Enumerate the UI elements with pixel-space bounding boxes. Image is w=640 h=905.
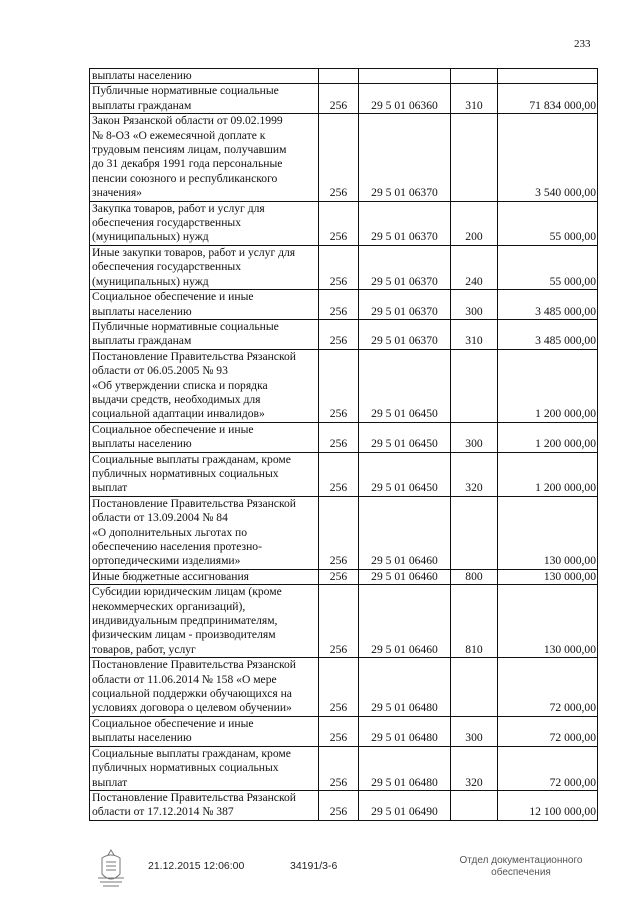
row-expense-type: 320	[451, 746, 498, 790]
description-line: области от 17.12.2014 № 387	[92, 805, 234, 819]
row-amount: 1 200 000,00	[498, 452, 598, 496]
row-department-code: 256	[319, 245, 359, 289]
description-line: физическим лицам - производителям	[92, 628, 276, 642]
description-line: Субсидии юридическим лицам (кроме	[92, 585, 282, 599]
row-expense-type: 310	[451, 319, 498, 349]
description-line: Публичные нормативные социальные	[92, 319, 279, 333]
row-department-code	[319, 69, 359, 84]
row-department-code: 256	[319, 319, 359, 349]
footer-doc-code: 34191/3-6	[290, 860, 338, 872]
row-amount: 3 485 000,00	[498, 290, 598, 320]
description-line: условиях договора о целевом обучении»	[92, 701, 292, 715]
row-department-code: 256	[319, 746, 359, 790]
row-description	[90, 69, 319, 84]
description-line: трудовым пенсиям лицам, получавшим	[92, 143, 287, 157]
table-row	[90, 496, 598, 569]
row-description	[90, 319, 319, 349]
row-expense-type	[451, 349, 498, 422]
row-description	[90, 496, 319, 569]
description-line: Постановление Правительства Рязанской	[92, 349, 296, 363]
row-expense-type	[451, 496, 498, 569]
table-row	[90, 84, 598, 114]
description-line: Постановление Правительства Рязанской	[92, 658, 296, 672]
row-department-code: 256	[319, 569, 359, 584]
row-amount: 55 000,00	[498, 245, 598, 289]
description-line: Социальное обеспечение и иные	[92, 716, 254, 730]
row-description	[90, 658, 319, 717]
budget-table	[89, 68, 598, 821]
row-expense-type: 320	[451, 452, 498, 496]
description-line: публичных нормативных социальных	[92, 466, 279, 480]
description-line: Социальное обеспечение и иные	[92, 290, 254, 304]
row-description	[90, 114, 319, 201]
description-line: публичных нормативных социальных	[92, 761, 279, 775]
description-line: товаров, работ, услуг	[92, 642, 196, 656]
row-expense-type	[451, 114, 498, 201]
row-target-article: 29 5 01 06460	[359, 585, 451, 658]
row-department-code: 256	[319, 452, 359, 496]
row-target-article: 29 5 01 06490	[359, 790, 451, 820]
row-target-article: 29 5 01 06480	[359, 716, 451, 746]
row-description	[90, 790, 319, 820]
row-description	[90, 201, 319, 245]
row-description	[90, 716, 319, 746]
row-department-code: 256	[319, 349, 359, 422]
row-department-code: 256	[319, 114, 359, 201]
table-row	[90, 585, 598, 658]
row-amount	[498, 69, 598, 84]
row-description	[90, 422, 319, 452]
table-body	[90, 69, 598, 821]
row-target-article: 29 5 01 06460	[359, 496, 451, 569]
description-line: Иные закупки товаров, работ и услуг для	[92, 245, 296, 259]
description-line: обеспечения государственных	[92, 260, 242, 274]
row-target-article: 29 5 01 06480	[359, 658, 451, 717]
table-row	[90, 746, 598, 790]
description-line: обеспечения государственных	[92, 216, 242, 230]
footer-datetime: 21.12.2015 12:06:00	[148, 860, 245, 872]
table-row	[90, 569, 598, 584]
row-target-article	[359, 69, 451, 84]
row-target-article: 29 5 01 06450	[359, 452, 451, 496]
description-line: Закон Рязанской области от 09.02.1999	[92, 114, 283, 128]
row-description	[90, 84, 319, 114]
description-line: Постановление Правительства Рязанской	[92, 496, 296, 510]
row-target-article: 29 5 01 06370	[359, 114, 451, 201]
row-target-article: 29 5 01 06360	[359, 84, 451, 114]
row-department-code: 256	[319, 658, 359, 717]
table-row	[90, 290, 598, 320]
row-department-code: 256	[319, 585, 359, 658]
description-line: Социальные выплаты гражданам, кроме	[92, 746, 291, 760]
table-row	[90, 245, 598, 289]
row-amount: 55 000,00	[498, 201, 598, 245]
description-line: некоммерческих организаций),	[92, 599, 246, 613]
row-expense-type: 300	[451, 716, 498, 746]
table-row	[90, 201, 598, 245]
row-target-article: 29 5 01 06480	[359, 746, 451, 790]
row-expense-type: 310	[451, 84, 498, 114]
description-line: (муниципальных) нужд	[92, 274, 209, 288]
row-amount: 72 000,00	[498, 746, 598, 790]
row-description	[90, 569, 319, 584]
row-department-code: 256	[319, 290, 359, 320]
coat-of-arms-icon	[94, 848, 128, 888]
description-line: Социальное обеспечение и иные	[92, 422, 254, 436]
row-description	[90, 585, 319, 658]
description-line: индивидуальным предпринимателям,	[92, 614, 278, 628]
row-description	[90, 746, 319, 790]
description-line: области от 06.05.2005 № 93	[92, 364, 228, 378]
description-line: № 8-ОЗ «О ежемесячной доплате к	[92, 128, 266, 142]
description-line: области от 13.09.2004 № 84	[92, 511, 228, 525]
row-amount: 130 000,00	[498, 496, 598, 569]
row-amount: 130 000,00	[498, 569, 598, 584]
row-amount: 130 000,00	[498, 585, 598, 658]
description-line: выплаты гражданам	[92, 334, 192, 348]
row-amount: 1 200 000,00	[498, 349, 598, 422]
row-expense-type: 800	[451, 569, 498, 584]
description-line: пенсии союзного и республиканского	[92, 171, 278, 185]
row-expense-type	[451, 69, 498, 84]
table-row	[90, 452, 598, 496]
table-row	[90, 349, 598, 422]
department-stamp	[446, 855, 596, 879]
row-expense-type: 810	[451, 585, 498, 658]
description-line: социальной поддержки обучающихся на	[92, 687, 292, 701]
row-expense-type	[451, 790, 498, 820]
row-target-article: 29 5 01 06370	[359, 201, 451, 245]
row-amount: 71 834 000,00	[498, 84, 598, 114]
description-line: «Об утверждении списка и порядка	[92, 378, 268, 392]
row-target-article: 29 5 01 06450	[359, 349, 451, 422]
row-target-article: 29 5 01 06370	[359, 245, 451, 289]
description-line: выплат	[92, 481, 128, 495]
description-line: Публичные нормативные социальные	[92, 84, 279, 98]
row-amount: 3 485 000,00	[498, 319, 598, 349]
description-line: выплаты населению	[92, 437, 192, 451]
row-amount: 72 000,00	[498, 658, 598, 717]
row-target-article: 29 5 01 06450	[359, 422, 451, 452]
table-row	[90, 716, 598, 746]
description-line: (муниципальных) нужд	[92, 230, 209, 244]
description-line: значения»	[92, 186, 142, 200]
row-amount: 72 000,00	[498, 716, 598, 746]
page-number: 233	[574, 38, 591, 50]
description-line: выплаты гражданам	[92, 98, 192, 112]
row-expense-type: 200	[451, 201, 498, 245]
row-department-code: 256	[319, 790, 359, 820]
row-expense-type: 240	[451, 245, 498, 289]
description-line: Закупка товаров, работ и услуг для	[92, 201, 265, 215]
description-line: выплаты населению	[92, 304, 192, 318]
row-target-article: 29 5 01 06370	[359, 290, 451, 320]
table-row	[90, 114, 598, 201]
description-line: выплат	[92, 775, 128, 789]
table-row	[90, 319, 598, 349]
row-expense-type: 300	[451, 290, 498, 320]
row-department-code: 256	[319, 496, 359, 569]
row-target-article: 29 5 01 06460	[359, 569, 451, 584]
description-line: социальной адаптации инвалидов»	[92, 407, 265, 421]
row-department-code: 256	[319, 422, 359, 452]
description-line: до 31 декабря 1991 года персональные	[92, 157, 283, 171]
row-department-code: 256	[319, 716, 359, 746]
row-expense-type	[451, 658, 498, 717]
description-line: области от 11.06.2014 № 158 «О мере	[92, 672, 277, 686]
description-line: выплаты населению	[92, 69, 192, 82]
description-line: обеспечению населения протезно-	[92, 540, 262, 553]
row-description	[90, 452, 319, 496]
row-amount: 12 100 000,00	[498, 790, 598, 820]
row-department-code: 256	[319, 84, 359, 114]
description-line: «О дополнительных льготах по	[92, 525, 248, 539]
row-department-code: 256	[319, 201, 359, 245]
table-row	[90, 69, 598, 84]
row-amount: 1 200 000,00	[498, 422, 598, 452]
table-row	[90, 422, 598, 452]
row-target-article: 29 5 01 06370	[359, 319, 451, 349]
description-line: Социальные выплаты гражданам, кроме	[92, 452, 291, 466]
row-description	[90, 245, 319, 289]
row-expense-type: 300	[451, 422, 498, 452]
table-row	[90, 790, 598, 820]
description-line: выплаты населению	[92, 731, 192, 745]
table-row	[90, 658, 598, 717]
stamp-line: Отдел документационного	[459, 855, 583, 866]
stamp-line: обеспечения	[491, 867, 551, 878]
description-line: Постановление Правительства Рязанской	[92, 790, 296, 804]
description-line: Иные бюджетные ассигнования	[92, 569, 249, 583]
row-description	[90, 290, 319, 320]
row-description	[90, 349, 319, 422]
description-line: ортопедическими изделиями»	[92, 554, 241, 568]
row-amount: 3 540 000,00	[498, 114, 598, 201]
description-line: выдачи средств, необходимых для	[92, 392, 261, 406]
